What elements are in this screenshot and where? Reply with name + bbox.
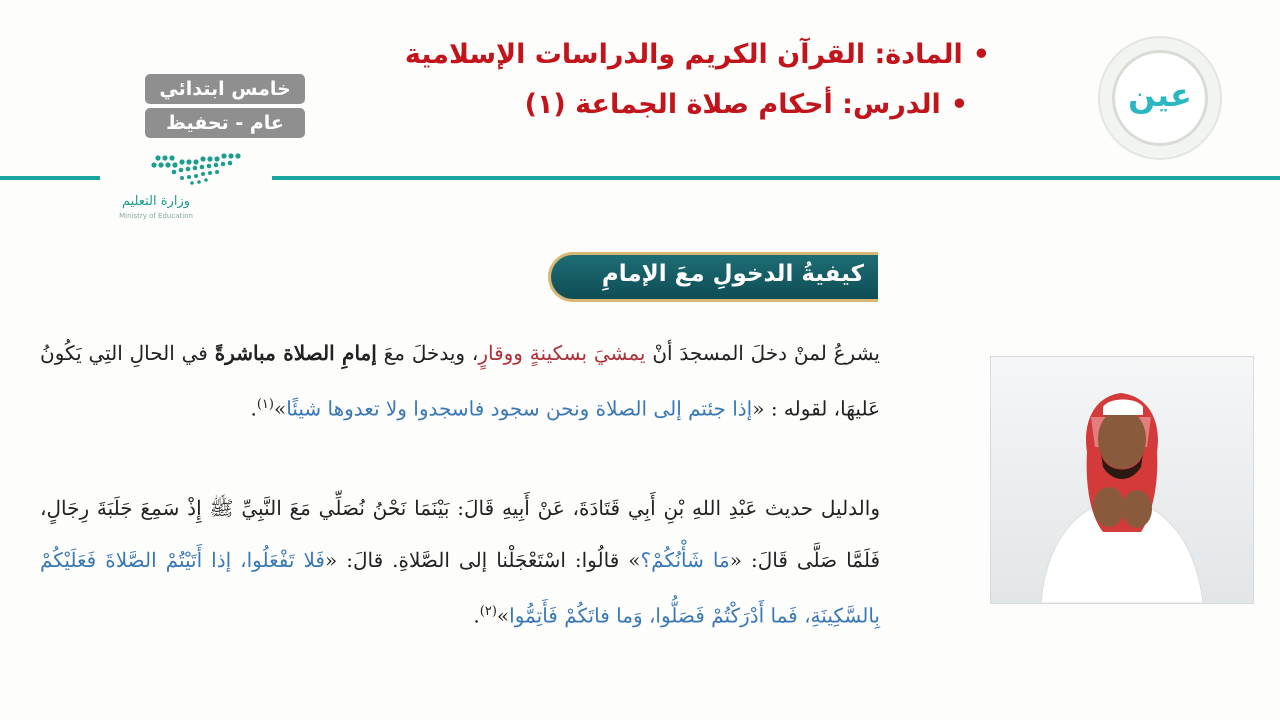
hadith-quote: إذا جئتم إلى الصلاة ونحن سجود فاسجدوا ولا تعدوها شيئًا <box>286 396 753 421</box>
text-segment: في الحالِ التِي يَكُونُ عَليهَا، لقوله : « <box>40 341 880 421</box>
hadith-quote: فَلا تَفْعَلُوا، إذا أَتَيْتُمْ الصَّلاةَ فَعَلَيْكُمْ بِالسَّكِينَةِ، فَما أَدْرَكْتُمْ فَصَلُّوا، وَما فاتَكُمْ فَأَتِمُّوا <box>40 548 880 628</box>
grade-level-badge: خامس ابتدائي <box>145 74 305 104</box>
lesson-title: الدرس: أحكام صلاة الجماعة (١) <box>524 89 941 120</box>
footnote-ref: (١) <box>256 397 274 412</box>
lesson-line <box>290 80 968 130</box>
section-title-banner <box>548 252 878 302</box>
ministry-name-en: Ministry of Education <box>119 212 193 220</box>
text-segment: يشرعُ لمنْ دخلَ المسجدَ أنْ <box>645 341 880 365</box>
bullet: • <box>972 39 990 70</box>
text-segment: » <box>273 396 287 421</box>
divider-right <box>272 176 1280 180</box>
ministry-dots-icon <box>108 150 268 194</box>
highlight-text: يمشيَ بسكينةٍ ووقارٍ <box>478 341 646 365</box>
paragraph-ruling <box>40 327 880 435</box>
section-title: كيفيةُ الدخولِ معَ الإمامِ <box>601 261 864 287</box>
text-segment: ، ويدخلَ معَ <box>376 341 479 365</box>
grade-track-badge: عام - تحفيظ <box>145 108 305 138</box>
ein-logo <box>1098 36 1222 160</box>
ministry-of-education-logo <box>108 150 268 230</box>
footnote-ref: (٢) <box>479 604 497 619</box>
sign-language-video <box>990 356 1254 604</box>
text-segment: » قالُوا: اسْتَعْجَلْنا إلى الصَّلاةِ. قالَ: « <box>324 548 641 572</box>
lesson-header <box>290 30 990 130</box>
ein-logo-ring <box>1112 50 1208 146</box>
ministry-name-ar: وزارة التعليم <box>121 194 191 209</box>
text-segment: . <box>473 603 480 628</box>
text-segment: والدليل حديث عَبْدِ اللهِ بْنِ أَبِي قَتَادَةَ، عَنْ أَبِيهِ قَالَ: بَيْنَمَا نَحْنُ نُصَلِّي مَعَ النَّبِيِّ ﷺ إِذْ سَمِعَ جَلَبَةَ رِجَالٍ، فَلَمَّا صَلَّى قَالَ: « <box>40 496 880 572</box>
subject-line <box>290 30 990 80</box>
text-segment: . <box>250 396 257 421</box>
bold-text: إمامِ الصلاة مباشرةً <box>214 341 377 365</box>
bullet: • <box>950 89 968 120</box>
text-segment: » <box>496 603 510 628</box>
subject-title: المادة: القرآن الكريم والدراسات الإسلامية <box>404 39 963 70</box>
sign-language-interpreter-icon <box>991 357 1253 603</box>
paragraph-evidence <box>40 482 880 642</box>
hadith-quote: مَا شَأْنُكُمْ؟ <box>640 548 730 572</box>
ein-logo-text: عين <box>1128 76 1192 114</box>
divider-left <box>0 176 100 180</box>
